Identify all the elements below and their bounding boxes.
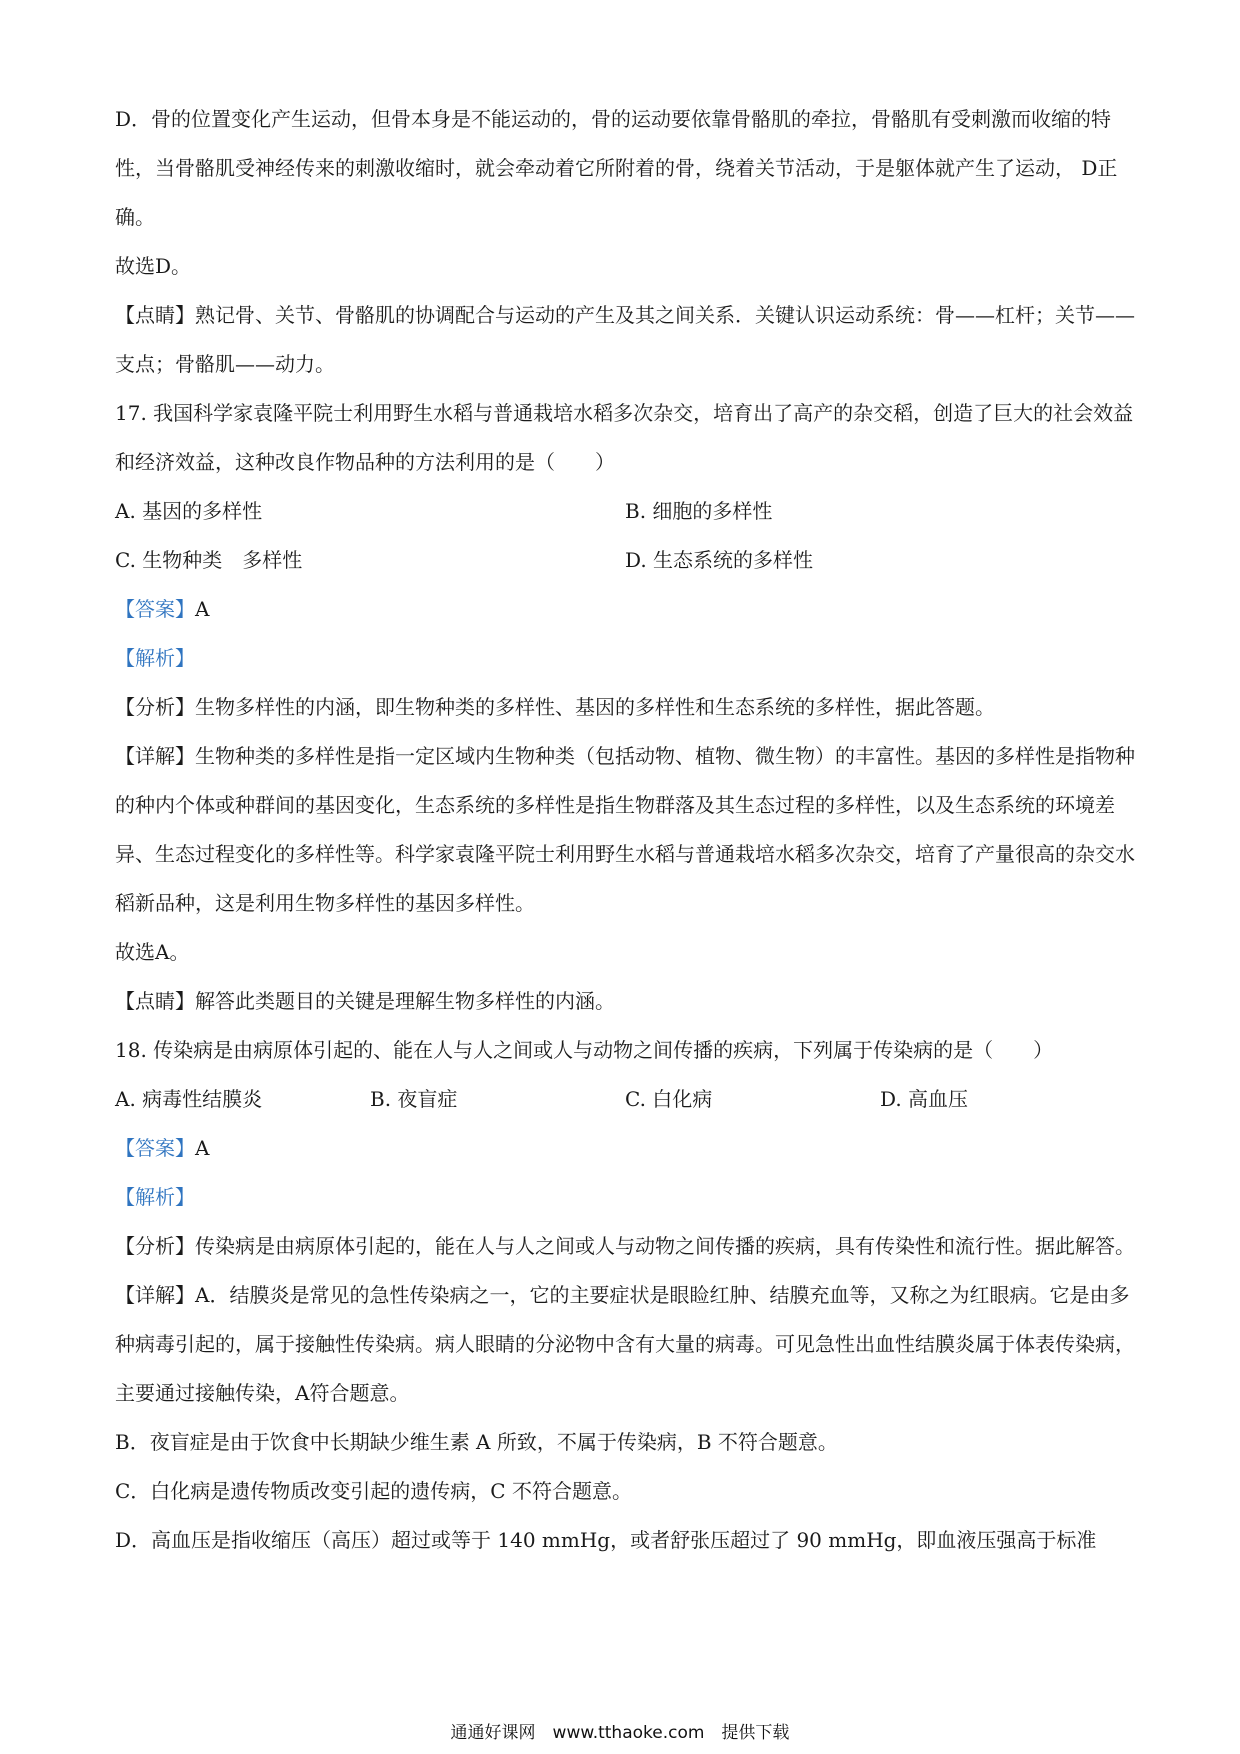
q18-stem: 18. 传染病是由病原体引起的、能在人与人之间或人与动物之间传播的疾病，下列属于传染病的是（ ） — [115, 1038, 1054, 1062]
prev-tip-label: 【点睛】 — [115, 303, 195, 327]
q17-stem: 17. 我国科学家袁隆平院士利用野生水稻与普通栽培水稻多次杂交，培育出了高产的杂交稻，创造了巨大的社会效益和经济效益，这种改良作物品种的方法利用的是（ ） — [115, 401, 1134, 474]
prev-option-d-explanation: D．骨的位置变化产生运动，但骨本身是不能运动的，骨的运动要依靠骨骼肌的牵拉，骨骼肌有受刺激而收缩的特性，当骨骼肌受神经传来的刺激收缩时，就会牵动着它所附着的骨，绕着关节活动，于是躯体就产生了运动， D正确。 — [115, 107, 1118, 229]
q18-fenxi-text: 传染病是由病原体引起的，能在人与人之间或人与动物之间传播的疾病，具有传染性和流行性。据此解答。 — [195, 1234, 1135, 1258]
q18-fenxi — [115, 1222, 1135, 1271]
q17-options-row-2 — [115, 536, 1135, 585]
q17-analysis-label: 【解析】 — [115, 646, 195, 670]
q17-answer — [115, 585, 1135, 634]
q17-option-c: C. 生物种类 多样性 — [115, 548, 303, 572]
q17-tip-text: 解答此类题目的关键是理解生物多样性的内涵。 — [195, 989, 615, 1013]
page-footer: 通通好课网 www.tthaoke.com 提供下载 — [450, 1723, 790, 1743]
q17-tip — [115, 977, 1135, 1026]
q17-answer-label: 【答案】 — [115, 597, 195, 621]
q18-option-c: C. 白化病 — [625, 1087, 713, 1111]
q17-option-d: D. 生态系统的多样性 — [625, 548, 814, 572]
q17-xiangjie — [115, 732, 1135, 928]
q17-answer-value: A — [195, 597, 210, 621]
q17-xiangjie-text: 生物种类的多样性是指一定区域内生物种类（包括动物、植物、微生物）的丰富性。基因的多样性是指物种的种内个体或种群间的基因变化，生态系统的多样性是指生物群落及其生态过程的多样性，以及生态系统的环境差异、生态过程变化的多样性等。科学家袁隆平院士利用野生水稻与普通栽培水稻多次杂交，培育了产量很高的杂交水稻新品种，这是利用生物多样性的基因多样性。 — [115, 744, 1135, 915]
q18-option-b-explanation: B．夜盲症是由于饮食中长期缺少维生素 A 所致，不属于传染病，B 不符合题意。 — [115, 1430, 838, 1454]
q18-fenxi-label: 【分析】 — [115, 1234, 195, 1258]
q18-xiangjie — [115, 1271, 1135, 1418]
q17-options-row-1 — [115, 487, 1135, 536]
q18-analysis-label: 【解析】 — [115, 1185, 195, 1209]
q17-conclusion: 故选A。 — [115, 940, 190, 964]
q18-option-c-explanation: C．白化病是遗传物质改变引起的遗传病，C 不符合题意。 — [115, 1479, 632, 1503]
q17-fenxi-text: 生物多样性的内涵，即生物种类的多样性、基因的多样性和生态系统的多样性，据此答题。 — [195, 695, 995, 719]
prev-tip-text: 熟记骨、关节、骨骼肌的协调配合与运动的产生及其之间关系．关键认识运动系统：骨——杠杆；关节——支点；骨骼肌——动力。 — [115, 303, 1135, 376]
q18-answer-value: A — [195, 1136, 210, 1160]
prev-tip — [115, 291, 1135, 389]
q17-option-a: A. 基因的多样性 — [115, 499, 263, 523]
document-body — [115, 95, 1135, 1565]
prev-conclusion: 故选D。 — [115, 254, 192, 278]
q18-option-d-explanation: D．高血压是指收缩压（高压）超过或等于 140 mmHg，或者舒张压超过了 90 mmHg，即血液压强高于标准 — [115, 1528, 1097, 1552]
q17-fenxi — [115, 683, 1135, 732]
q18-option-d: D. 高血压 — [880, 1087, 969, 1111]
q18-answer — [115, 1124, 1135, 1173]
q18-xiangjie-text: A．结膜炎是常见的急性传染病之一，它的主要症状是眼睑红肿、结膜充血等，又称之为红眼病。它是由多种病毒引起的，属于接触性传染病。病人眼睛的分泌物中含有大量的病毒。可见急性出血性结膜炎属于体表传染病，主要通过接触传染，A符合题意。 — [115, 1283, 1135, 1405]
q17-xiangjie-label: 【详解】 — [115, 744, 195, 768]
q18-xiangjie-label: 【详解】 — [115, 1283, 195, 1307]
q17-fenxi-label: 【分析】 — [115, 695, 195, 719]
q18-option-a: A. 病毒性结膜炎 — [115, 1087, 263, 1111]
q17-tip-label: 【点睛】 — [115, 989, 195, 1013]
q18-answer-label: 【答案】 — [115, 1136, 195, 1160]
q17-option-b: B. 细胞的多样性 — [625, 499, 773, 523]
q18-options-row — [115, 1075, 1135, 1124]
q18-option-b: B. 夜盲症 — [370, 1087, 458, 1111]
